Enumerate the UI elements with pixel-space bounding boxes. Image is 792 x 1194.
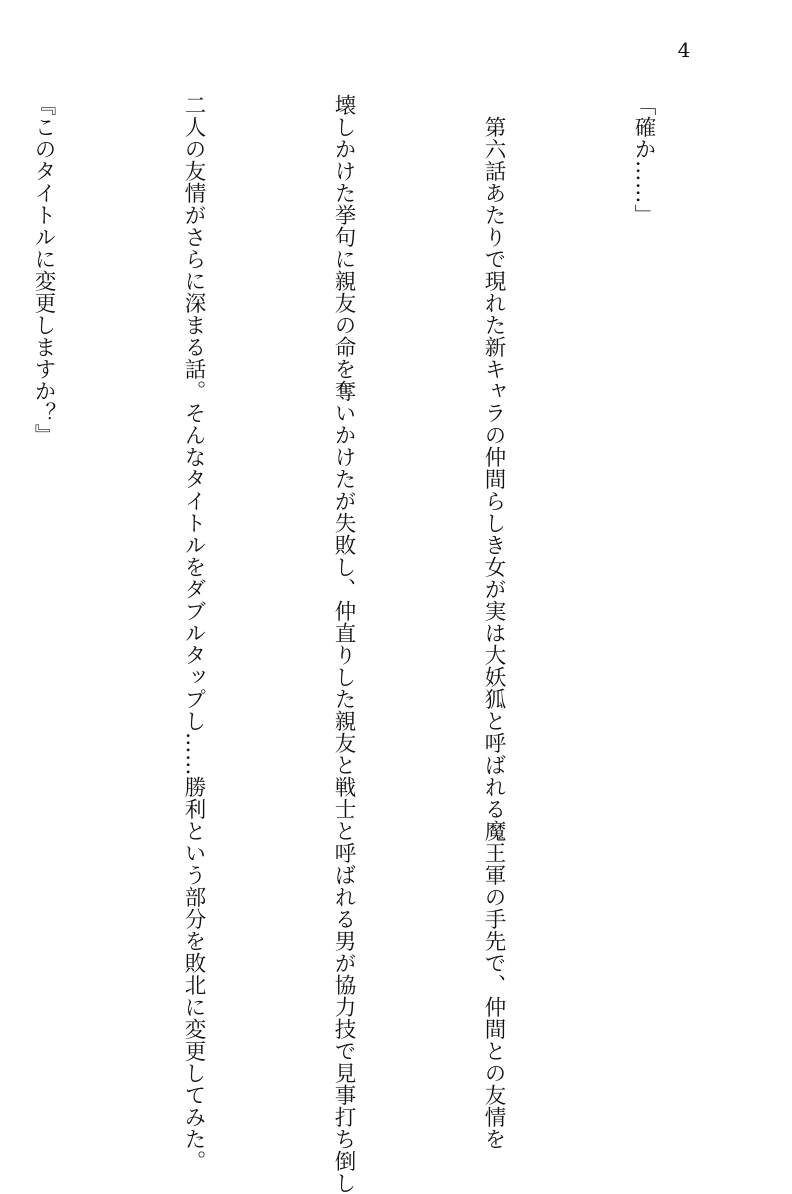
text-line: 『このタイトルに変更しますか？』 (31, 94, 56, 446)
text-line: 第六話あたりで現れた新キャラの仲間らしき女が実は大妖狐と呼ばれる魔王軍の手先で、仲間との友情を (481, 115, 506, 1150)
text-line: 二人の友情がさらに深まる話。そんなタイトルをダブルタップし……勝利という部分を敗北に変更してみた。 (181, 94, 206, 1172)
text-line: 壊しかけた挙句に親友の命を奪いかけたが失敗し、仲直りした親友と戦士と呼ばれる男が協力技で見事打ち倒し (331, 94, 356, 1194)
vertical-text-body (0, 94, 768, 1194)
page-number: 4 (677, 38, 691, 62)
text-line: 「確か……」 (631, 94, 656, 226)
